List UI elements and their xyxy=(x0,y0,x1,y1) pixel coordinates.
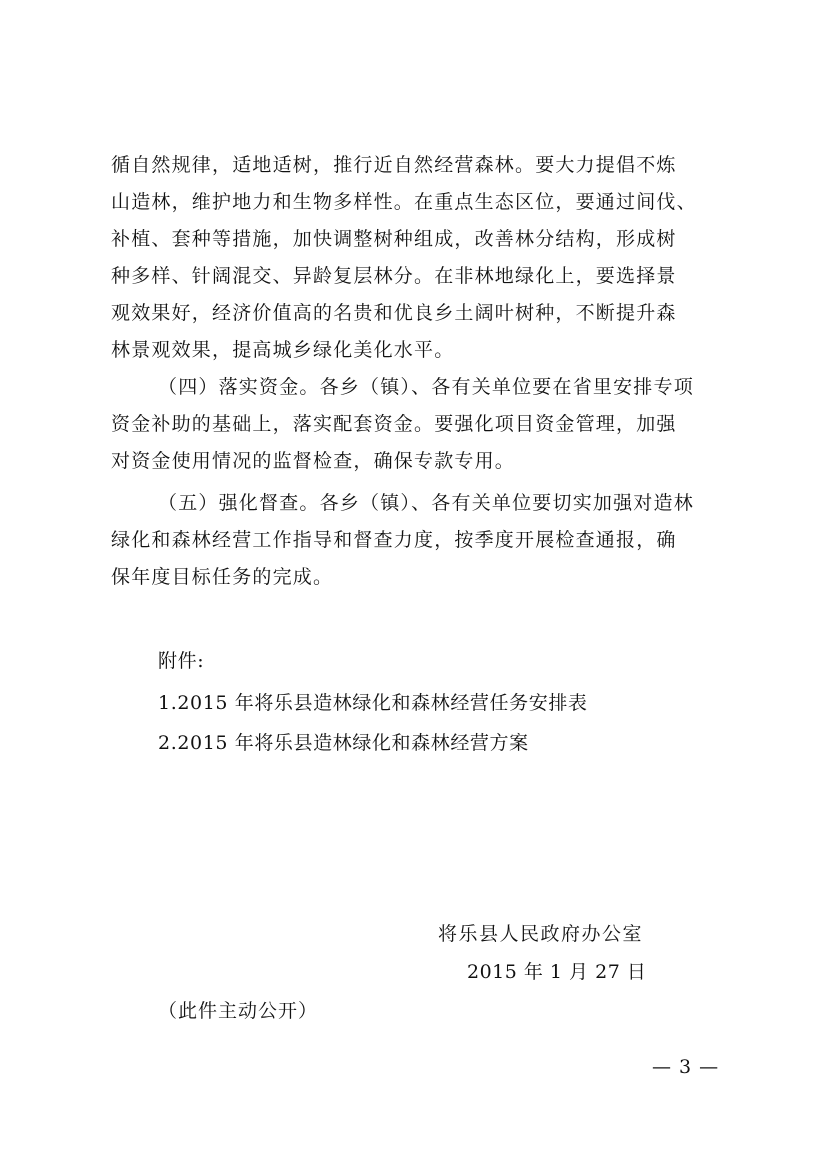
attachments-heading: 附件: xyxy=(158,650,205,672)
body-text-line: （五）强化督查。各乡（镇）、各有关单位要切实加强对造林 xyxy=(158,492,694,514)
body-text-line: 种多样、针阔混交、异龄复层林分。在非林地绿化上，要选择景 xyxy=(111,265,677,287)
body-text-line: 循自然规律，适地适树，推行近自然经营森林。要大力提倡不炼 xyxy=(111,154,677,176)
body-text-line: 山造林，维护地力和生物多样性。在重点生态区位，要通过间伐、 xyxy=(111,191,697,213)
body-text-line: 林景观效果，提高城乡绿化美化水平。 xyxy=(111,339,455,361)
body-text-line: 绿化和森林经营工作指导和督查力度，按季度开展检查通报，确 xyxy=(111,529,677,551)
body-text-line: 资金补助的基础上，落实配套资金。要强化项目资金管理，加强 xyxy=(111,413,677,435)
issue-date: 2015 年 1 月 27 日 xyxy=(467,961,647,983)
body-text-line: 保年度目标任务的完成。 xyxy=(111,566,334,588)
attachment-item: 1.2015 年将乐县造林绿化和森林经营任务安排表 xyxy=(158,692,588,714)
body-text-line: 对资金使用情况的监督检查，确保专款专用。 xyxy=(111,450,516,472)
issuing-organization: 将乐县人民政府办公室 xyxy=(438,923,644,945)
page-number: — 3 — xyxy=(652,1056,720,1078)
attachment-item: 2.2015 年将乐县造林绿化和森林经营方案 xyxy=(158,732,529,754)
body-text-line: 观效果好，经济价值高的名贵和优良乡土阔叶树种，不断提升森 xyxy=(111,302,677,324)
disclosure-note: （此件主动公开） xyxy=(158,1000,319,1022)
body-text-line: （四）落实资金。各乡（镇）、各有关单位要在省里安排专项 xyxy=(158,376,694,398)
body-text-line: 补植、套种等措施，加快调整树种组成，改善林分结构，形成树 xyxy=(111,228,677,250)
